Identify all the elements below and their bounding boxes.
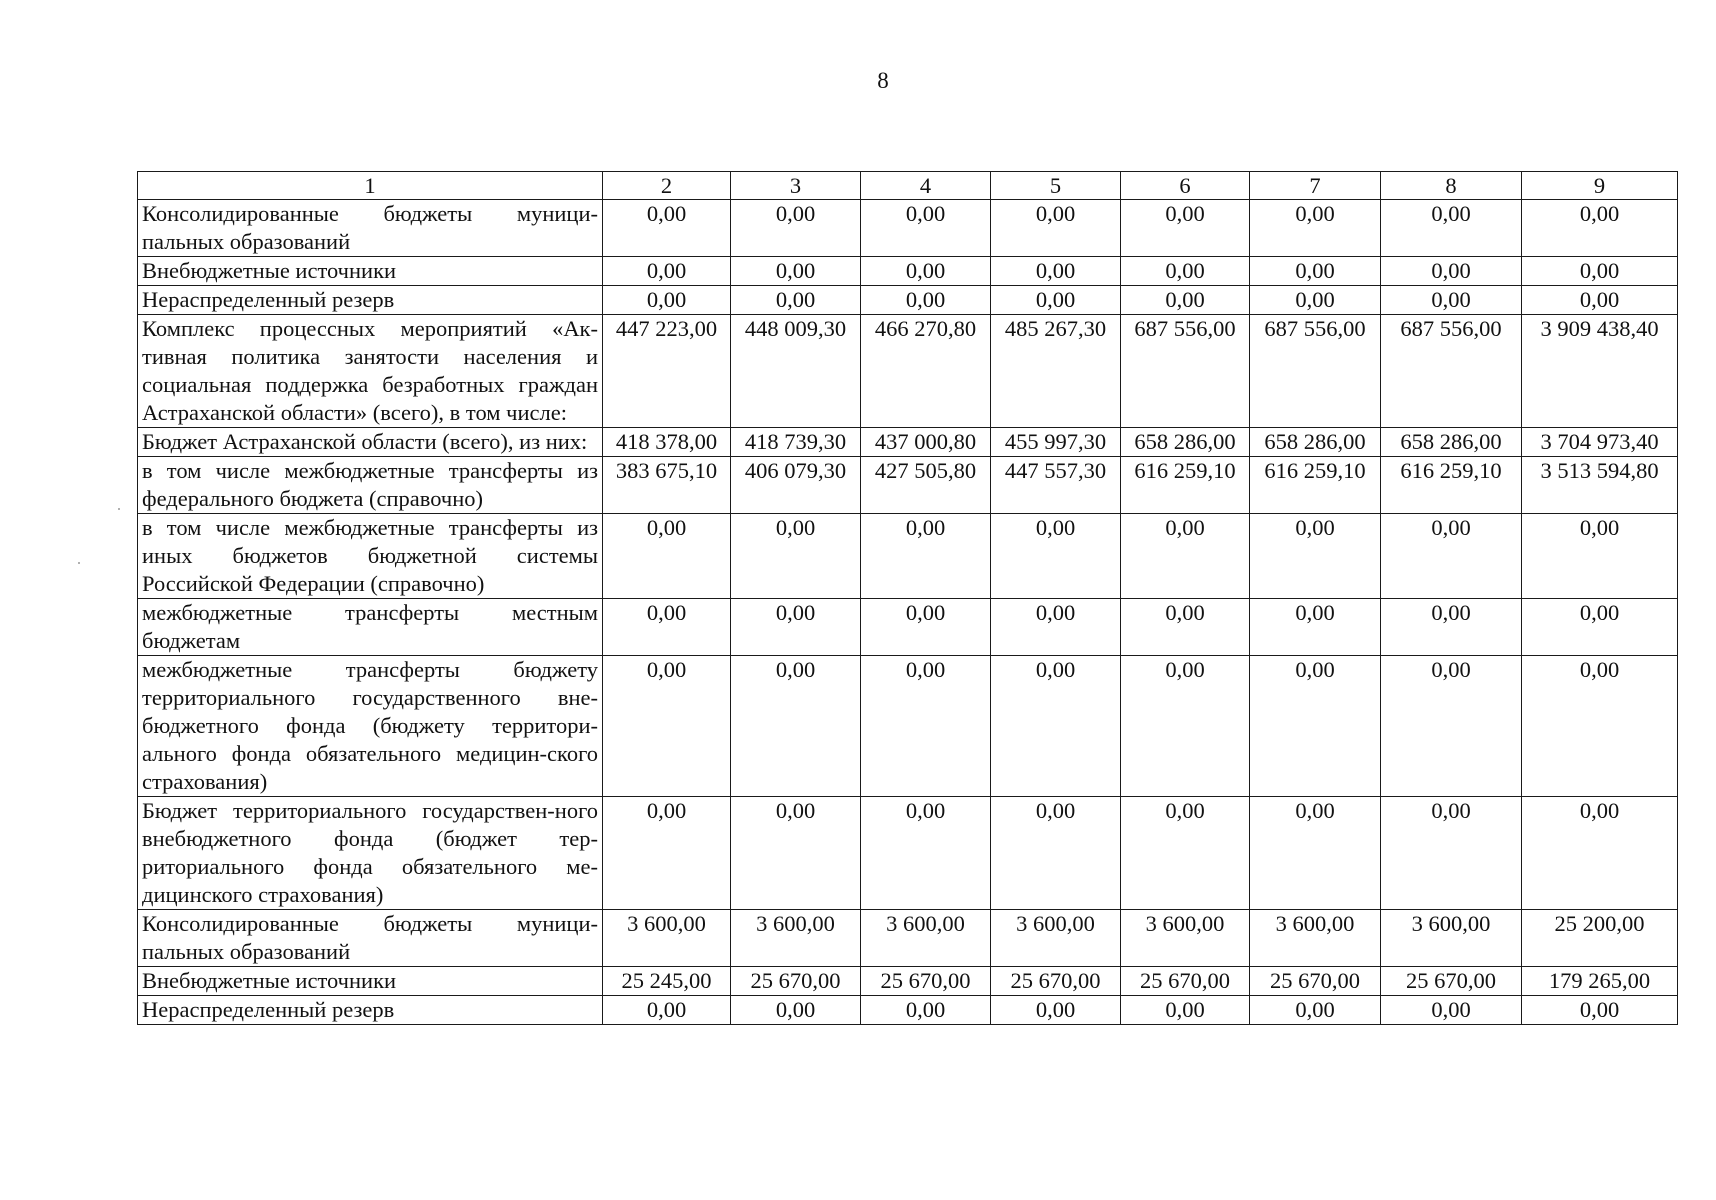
value-cell: 0,00 [1121,514,1250,599]
value-cell: 466 270,80 [861,315,991,428]
row-label: Нераспределенный резерв [138,286,603,315]
column-header: 4 [861,172,991,200]
row-label: Внебюджетные источники [138,257,603,286]
value-cell: 0,00 [861,257,991,286]
value-cell: 0,00 [861,599,991,656]
value-cell: 0,00 [731,599,861,656]
value-cell: 0,00 [603,656,731,797]
value-cell: 616 259,10 [1250,457,1381,514]
value-cell: 0,00 [1121,996,1250,1025]
value-cell: 0,00 [1381,996,1522,1025]
value-cell: 0,00 [1250,200,1381,257]
value-cell: 437 000,80 [861,428,991,457]
value-cell: 0,00 [1250,996,1381,1025]
row-label: Внебюджетные источники [138,967,603,996]
value-cell: 0,00 [991,599,1121,656]
value-cell: 0,00 [731,996,861,1025]
value-cell: 0,00 [731,200,861,257]
column-header: 2 [603,172,731,200]
value-cell: 0,00 [731,286,861,315]
scan-speck [118,508,120,510]
value-cell: 0,00 [1381,797,1522,910]
table-row [138,514,1678,599]
value-cell: 0,00 [861,514,991,599]
value-cell: 0,00 [1121,257,1250,286]
value-cell: 0,00 [861,656,991,797]
value-cell: 687 556,00 [1250,315,1381,428]
value-cell: 0,00 [603,797,731,910]
value-cell: 25 670,00 [861,967,991,996]
table-row [138,428,1678,457]
value-cell: 0,00 [1250,257,1381,286]
table-row [138,967,1678,996]
table-header-row [138,172,1678,200]
value-cell: 3 600,00 [1381,910,1522,967]
column-header: 9 [1522,172,1678,200]
value-cell: 0,00 [731,656,861,797]
value-cell: 3 513 594,80 [1522,457,1678,514]
value-cell: 3 600,00 [731,910,861,967]
value-cell: 3 909 438,40 [1522,315,1678,428]
value-cell: 0,00 [731,514,861,599]
table-row [138,200,1678,257]
table-row [138,599,1678,656]
row-label: Бюджет территориального государствен-ного внебюджетного фонда (бюджет тер-риториального фонда обязательного ме-дицинского страхования) [138,797,603,910]
value-cell: 0,00 [1121,797,1250,910]
value-cell: 447 557,30 [991,457,1121,514]
value-cell: 0,00 [1381,656,1522,797]
column-header: 3 [731,172,861,200]
value-cell: 616 259,10 [1381,457,1522,514]
value-cell: 0,00 [1250,514,1381,599]
column-header: 1 [138,172,603,200]
value-cell: 0,00 [603,257,731,286]
value-cell: 0,00 [991,996,1121,1025]
value-cell: 179 265,00 [1522,967,1678,996]
page-number: 8 [877,68,889,93]
value-cell: 25 670,00 [1121,967,1250,996]
table-row [138,315,1678,428]
row-label: Консолидированные бюджеты муници-пальных образований [138,200,603,257]
value-cell: 25 245,00 [603,967,731,996]
value-cell: 455 997,30 [991,428,1121,457]
value-cell: 3 704 973,40 [1522,428,1678,457]
value-cell: 418 378,00 [603,428,731,457]
value-cell: 687 556,00 [1121,315,1250,428]
value-cell: 0,00 [861,797,991,910]
value-cell: 658 286,00 [1121,428,1250,457]
value-cell: 0,00 [991,286,1121,315]
value-cell: 0,00 [991,656,1121,797]
value-cell: 0,00 [991,514,1121,599]
value-cell: 0,00 [1381,599,1522,656]
row-label: Бюджет Астраханской области (всего), из них: [138,428,603,457]
value-cell: 0,00 [603,200,731,257]
row-label: межбюджетные трансферты местным бюджетам [138,599,603,656]
column-header: 6 [1121,172,1250,200]
table-row [138,910,1678,967]
value-cell: 0,00 [1522,797,1678,910]
value-cell: 25 670,00 [731,967,861,996]
budget-table [137,171,1678,1025]
value-cell: 0,00 [1121,656,1250,797]
value-cell: 0,00 [1121,200,1250,257]
column-header: 7 [1250,172,1381,200]
value-cell: 3 600,00 [1121,910,1250,967]
value-cell: 25 670,00 [1381,967,1522,996]
value-cell: 616 259,10 [1121,457,1250,514]
value-cell: 0,00 [1522,599,1678,656]
value-cell: 0,00 [1522,286,1678,315]
column-header: 5 [991,172,1121,200]
value-cell: 0,00 [603,514,731,599]
value-cell: 0,00 [1250,656,1381,797]
value-cell: 0,00 [1250,599,1381,656]
value-cell: 687 556,00 [1381,315,1522,428]
table-row [138,996,1678,1025]
value-cell: 0,00 [603,996,731,1025]
value-cell: 427 505,80 [861,457,991,514]
value-cell: 447 223,00 [603,315,731,428]
value-cell: 3 600,00 [991,910,1121,967]
value-cell: 418 739,30 [731,428,861,457]
value-cell: 0,00 [1522,257,1678,286]
value-cell: 3 600,00 [603,910,731,967]
value-cell: 383 675,10 [603,457,731,514]
value-cell: 0,00 [1522,996,1678,1025]
value-cell: 0,00 [991,200,1121,257]
value-cell: 3 600,00 [861,910,991,967]
scan-speck [78,562,80,564]
table-row [138,257,1678,286]
value-cell: 25 670,00 [991,967,1121,996]
value-cell: 0,00 [1121,286,1250,315]
row-label: в том числе межбюджетные трансферты из иных бюджетов бюджетной системы Российской Федерации (справочно) [138,514,603,599]
value-cell: 0,00 [731,797,861,910]
value-cell: 0,00 [991,257,1121,286]
table-row [138,656,1678,797]
column-header: 8 [1381,172,1522,200]
value-cell: 658 286,00 [1250,428,1381,457]
value-cell: 0,00 [861,996,991,1025]
value-cell: 0,00 [1522,200,1678,257]
value-cell: 0,00 [1381,514,1522,599]
value-cell: 0,00 [1121,599,1250,656]
value-cell: 448 009,30 [731,315,861,428]
row-label: Нераспределенный резерв [138,996,603,1025]
row-label: межбюджетные трансферты бюджету территориального государственного вне-бюджетного фонда (бюджету территори-ального фонда обязательного медицин-ского страхования) [138,656,603,797]
value-cell: 0,00 [603,286,731,315]
value-cell: 0,00 [1250,286,1381,315]
value-cell: 485 267,30 [991,315,1121,428]
value-cell: 0,00 [1250,797,1381,910]
value-cell: 0,00 [1522,656,1678,797]
value-cell: 0,00 [861,286,991,315]
row-label: Комплекс процессных мероприятий «Ак-тивная политика занятости населения и социальная поддержка безработных граждан Астраханской области» (всего), в том числе: [138,315,603,428]
value-cell: 0,00 [1381,200,1522,257]
value-cell: 0,00 [1522,514,1678,599]
value-cell: 3 600,00 [1250,910,1381,967]
value-cell: 0,00 [603,599,731,656]
value-cell: 0,00 [991,797,1121,910]
row-label: в том числе межбюджетные трансферты из федерального бюджета (справочно) [138,457,603,514]
table-row [138,286,1678,315]
value-cell: 658 286,00 [1381,428,1522,457]
table-row [138,457,1678,514]
value-cell: 0,00 [861,200,991,257]
value-cell: 0,00 [1381,286,1522,315]
value-cell: 0,00 [1381,257,1522,286]
value-cell: 25 670,00 [1250,967,1381,996]
table-row [138,797,1678,910]
value-cell: 25 200,00 [1522,910,1678,967]
value-cell: 406 079,30 [731,457,861,514]
row-label: Консолидированные бюджеты муници-пальных образований [138,910,603,967]
value-cell: 0,00 [731,257,861,286]
